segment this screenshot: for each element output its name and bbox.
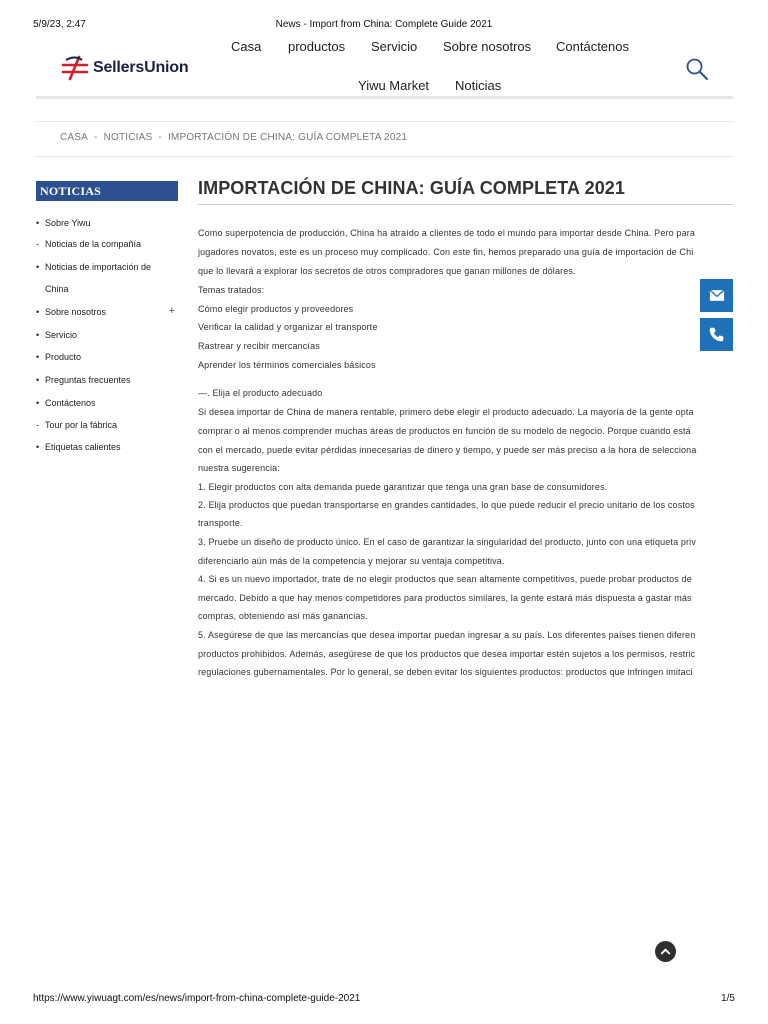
- breadcrumb-noticias[interactable]: NOTICIAS: [103, 132, 153, 143]
- article-line: 4. Si es un nuevo importador, trate de no elegir productos que sean altamente competitivos, puede probar productos de: [198, 574, 692, 584]
- nav-sobre-nosotros[interactable]: Sobre nosotros: [443, 39, 532, 54]
- article-line: Cómo elegir productos y proveedores: [198, 304, 354, 314]
- logo-mark-icon: [60, 54, 90, 82]
- breadcrumb: [60, 132, 407, 143]
- phone-contact-button[interactable]: [700, 318, 733, 351]
- article-line: con el mercado, puede evitar pérdidas innecesarias de dinero y tiempo, y puede ser más preciso a la hora de selecciona: [198, 445, 697, 455]
- sidebar-item-label: Tour por la fábrica: [45, 420, 118, 430]
- expand-plus-icon[interactable]: +: [168, 305, 175, 317]
- article-body: [198, 224, 733, 694]
- list-bullet: •: [36, 352, 40, 362]
- nav-casa[interactable]: Casa: [231, 39, 262, 54]
- title-divider: [198, 204, 733, 205]
- phone-icon: [708, 326, 725, 343]
- logo-text: SellersUnion: [93, 59, 189, 76]
- breadcrumb-current: IMPORTACIÓN DE CHINA: GUÍA COMPLETA 2021: [167, 132, 408, 143]
- sidebar-item-label: China: [45, 284, 69, 294]
- sidebar-heading: NOTICIAS: [36, 181, 178, 201]
- article-line: compras, obteniendo así más ganancias.: [198, 611, 368, 621]
- list-bullet: •: [36, 375, 40, 385]
- breadcrumb-casa[interactable]: CASA: [60, 132, 89, 143]
- print-page-number: 1/5: [721, 993, 735, 1004]
- article-line: transporte.: [198, 518, 243, 528]
- article-line: Aprender los términos comerciales básicos: [198, 360, 376, 370]
- sidebar-item-label: Etiquetas calientes: [45, 442, 121, 452]
- list-bullet: •: [36, 218, 40, 228]
- sidebar-item-label: Sobre nosotros: [45, 307, 107, 317]
- nav-contactenos[interactable]: Contáctenos: [556, 39, 629, 54]
- article-line: 3. Pruebe un diseño de producto único. En el caso de garantizar la singularidad del producto, junto con una etiqueta priv: [198, 537, 696, 547]
- article-line: nuestra sugerencia:: [198, 463, 280, 473]
- article-line: regulaciones gubernamentales. Por lo general, se deben evitar los siguientes productos: productos que infringen imitaci: [198, 667, 693, 677]
- sidebar-item-label: Contáctenos: [45, 398, 96, 408]
- header-divider: [36, 96, 733, 99]
- list-bullet: •: [36, 330, 40, 340]
- envelope-icon: [709, 289, 725, 302]
- breadcrumb-top-divider: [36, 121, 733, 122]
- list-bullet: •: [36, 307, 40, 317]
- article-line: que lo llevará a explorar los secretos de otros compradores que ganan millones de dólares.: [198, 266, 576, 276]
- article-line: Verificar la calidad y organizar el transporte: [198, 322, 378, 332]
- article-title: IMPORTACIÓN DE CHINA: GUÍA COMPLETA 2021: [198, 178, 626, 198]
- nav-yiwu-market[interactable]: Yiwu Market: [358, 78, 430, 93]
- article-line: comprar o al menos comprender muchas áreas de productos en función de su modelo de negocio. Porque cuando está: [198, 426, 691, 436]
- list-bullet: •: [36, 442, 40, 452]
- sidebar-item-label: Noticias de importación de: [45, 262, 152, 272]
- sidebar-item-label: Producto: [45, 352, 82, 362]
- print-title: News - Import from China: Complete Guide 2021: [275, 19, 493, 30]
- article-line: mercado. Debido a que hay menos competidores para productos similares, la gente estará más dispuesta a gastar más: [198, 593, 692, 603]
- sidebar-item-label: Preguntas frecuentes: [45, 375, 131, 385]
- print-url: https://www.yiwuagt.com/es/news/import-from-china-complete-guide-2021: [33, 993, 361, 1004]
- article-line: Si desea importar de China de manera rentable, primero debe elegir el producto adecuado. La mayoría de la gente opta: [198, 407, 694, 417]
- back-to-top-button[interactable]: [655, 941, 676, 962]
- article-line: Como superpotencia de producción, China ha atraído a clientes de todo el mundo para importar desde China. Pero para: [198, 228, 696, 238]
- sidebar-item-label: Sobre Yiwu: [45, 218, 91, 228]
- article-line: —. Elija el producto adecuado: [198, 388, 323, 398]
- nav-servicio[interactable]: Servicio: [371, 39, 418, 54]
- chevron-up-icon: [660, 946, 671, 957]
- email-contact-button[interactable]: [700, 279, 733, 312]
- list-bullet: -: [36, 420, 39, 430]
- sidebar-item-label: Noticias de la compañía: [45, 239, 142, 249]
- print-date: 5/9/23, 2:47: [33, 19, 86, 30]
- list-bullet: •: [36, 262, 40, 272]
- breadcrumb-separator: -: [158, 132, 162, 143]
- nav-productos[interactable]: productos: [288, 39, 346, 54]
- article-line: 2. Elija productos que puedan transportarse en grandes cantidades, lo que puede reducir el precio unitario de los costos: [198, 500, 695, 510]
- article-line: Rastrear y recibir mercancías: [198, 341, 320, 351]
- search-button[interactable]: [684, 56, 710, 82]
- list-bullet: •: [36, 398, 40, 408]
- article-line: Temas tratados:: [198, 285, 265, 295]
- article-line: productos prohibidos. Además, asegúrese de que los productos que desea importar estén sujetos a los permisos, restric: [198, 649, 696, 659]
- magnifier-icon: [684, 56, 710, 82]
- article-line: diferenciarlo aún más de la competencia y mejorar su ventaja competitiva.: [198, 556, 505, 566]
- list-bullet: -: [36, 239, 39, 249]
- sidebar-item-label: Servicio: [45, 330, 78, 340]
- breadcrumb-bottom-divider: [36, 156, 733, 157]
- site-logo[interactable]: [60, 53, 188, 83]
- article-line: 1. Elegir productos con alta demanda puede garantizar que tenga una gran base de consumidores.: [198, 482, 608, 492]
- article-line: jugadores novatos, este es un proceso muy complicado. Con este fin, hemos preparado una guía de importación de Chi: [198, 247, 694, 257]
- nav-noticias[interactable]: Noticias: [455, 78, 502, 93]
- breadcrumb-separator: -: [94, 132, 98, 143]
- article-line: 5. Asegúrese de que las mercancías que desea importar puedan ingresar a su país. Los diferentes países tienen diferen: [198, 630, 696, 640]
